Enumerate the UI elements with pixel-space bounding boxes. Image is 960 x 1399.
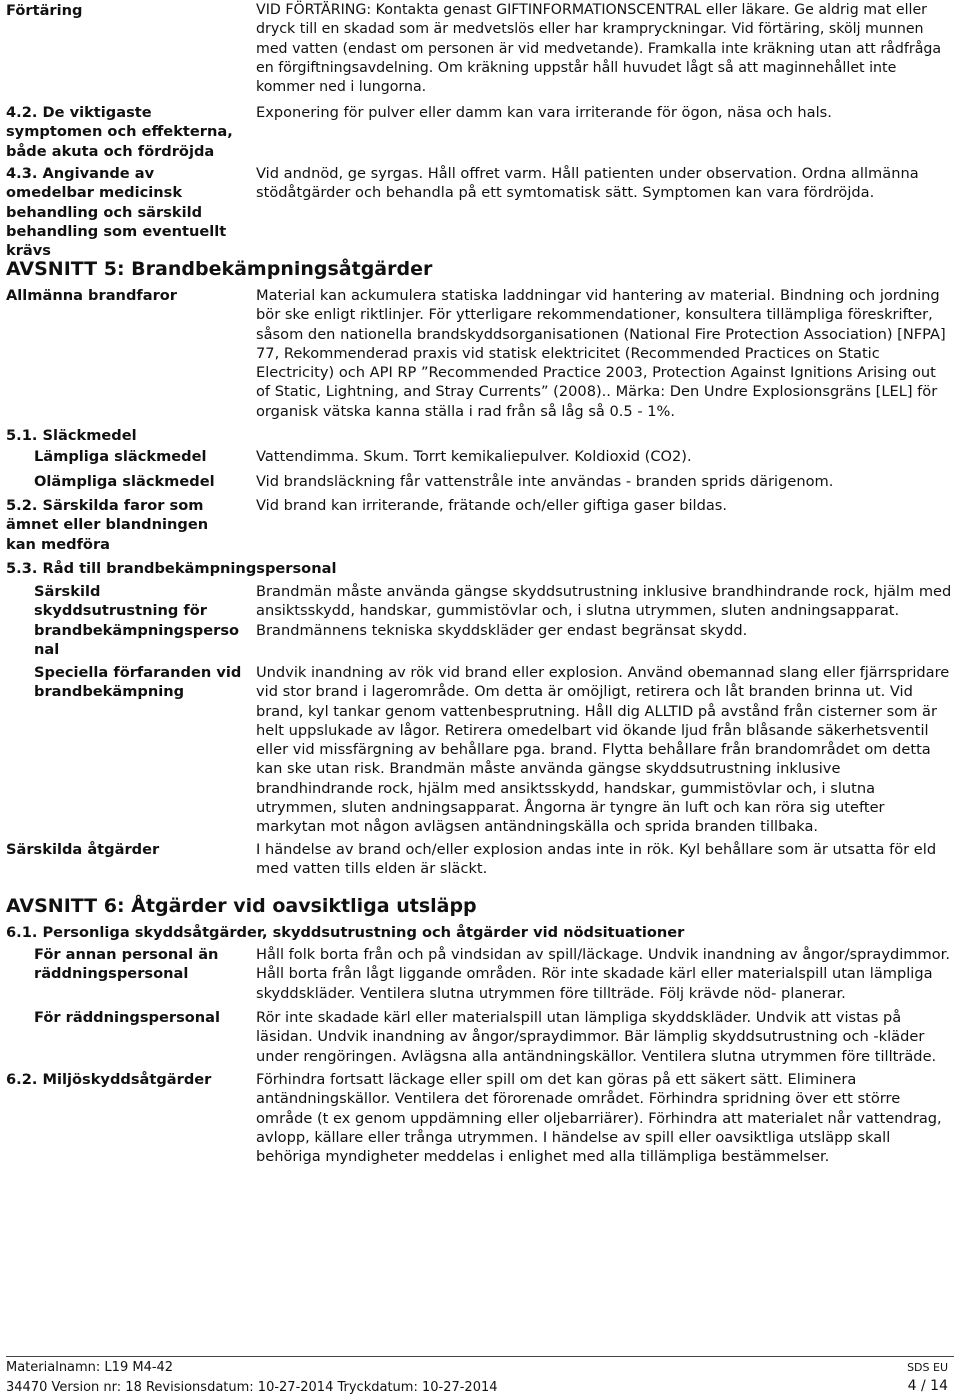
- unsuitable-media-text: Vid brandsläckning får vattenstråle inte användas - branden sprids därigenom.: [256, 473, 834, 490]
- section-5-heading: AVSNITT 5: Brandbekämpningsåtgärder: [6, 258, 433, 280]
- footer-page-number: 4 / 14: [907, 1378, 948, 1394]
- firefighter-ppe-text: Brandmän måste använda gängse skyddsutrustning inklusive brandhindrande rock, hjälm med ansiktsskydd, handskar, gummistövlar och, i slutna utrymmen, sluten andningsapparat. Brandmännens tekniska skyddskläder ger endast begränsat skydd.: [256, 583, 952, 639]
- non-emergency-personnel-text: Håll folk borta från och på vindsidan av spill/läckage. Undvik inandning av ångor/spraydimmor. Håll borta från lågt liggande områden. Rör inte skadade kärl eller materialspill utan lämpliga skyddskläder. Ventilera slutna utrymmen före tillträde. Följ krävde nöd- planerar.: [256, 946, 950, 1002]
- firefighter-ppe-label: Särskild skyddsutrustning för brandbekämpningsperso nal: [34, 583, 240, 658]
- section-5-2-text: Vid brand kan irriterande, frätande och/eller giftiga gaser bildas.: [256, 497, 728, 514]
- section-4-3-label: 4.3. Angivande av omedelbar medicinsk behandling och särskild behandling som eventuellt krävs: [6, 165, 227, 260]
- suitable-media-text: Vattendimma. Skum. Torrt kemikaliepulver. Koldioxid (CO2).: [256, 448, 692, 465]
- special-measures-label: Särskilda åtgärder: [6, 841, 160, 858]
- footer-sds-label: SDS EU: [907, 1361, 948, 1374]
- section-4-3-text: Vid andnöd, ge syrgas. Håll offret varm. Håll patienten under observation. Ordna allmänna stödåtgärder och behandla på ett symtomatisk sätt. Symptomen kan vara fördröjda.: [256, 165, 919, 202]
- unsuitable-media-label: Olämpliga släckmedel: [34, 473, 215, 490]
- footer-revision-line: 34470 Version nr: 18 Revisionsdatum: 10-27-2014 Tryckdatum: 10-27-2014: [6, 1380, 498, 1395]
- non-emergency-personnel-label: För annan personal än räddningspersonal: [34, 946, 219, 983]
- special-measures-text: I händelse av brand och/eller explosion andas inte in rök. Kyl behållare som är utsatta för eld med vatten tills elden är släckt.: [256, 841, 937, 878]
- emergency-responders-text: Rör inte skadade kärl eller materialspill utan lämpliga skyddskläder. Undvik att vistas på läsidan. Undvik inandning av ångor/spraydimmor. Bär lämplig skyddsutrustning och -kläder under rengöringen. Avlägsna alla antändningskällor. Ventilera slutna utrymmen före tillträde.: [256, 1009, 937, 1065]
- firefighting-procedures-text: Undvik inandning av rök vid brand eller explosion. Använd obemannad slang eller fjärrspridare vid stor brand i lagerområde. Om detta är omöjligt, retirera och låt branden brinna ut. Vid brand, kyl tankar genom vattenbesprutning. Håll dig ALLTID på avstånd från cisterner som är helt uppslukade av lågor. Retirera omedelbart vid ökande ljud från blåsande säkerhetsventil eller vid missfärgning av behållare pga. brand. Flytta behållare från brandområdet om detta kan ske utan risk. Brandmän måste använda gängse skyddsutrustning inklusive brandhindrande rock, hjälm med ansiktsskydd, handskar, gummistövlar och, i slutna utrymmen, sluten andningsapparat. Ångorna är tyngre än luft och kan röra sig utefter markytan mot någon avlägsen antändningskälla och sprida branden tillbaka.: [256, 664, 950, 836]
- ingestion-text: VID FÖRTÄRING: Kontakta genast GIFTINFORMATIONSCENTRAL eller läkare. Ge aldrig mat eller dryck till en skadad som är medvetslös eller har krampryckningar. Vid förtäring, skölj munnen med vatten (endast om personen är vid medvetande). Framkalla inte kräkning utan att rådfråga en förgiftningsavdelning. Om kräkning uppstår håll huvudet lågt så att maginnehållet inte kommer ned i lungorna.: [256, 2, 942, 96]
- section-5-3-label: 5.3. Råd till brandbekämpningspersonal: [6, 560, 337, 577]
- section-4-2-text: Exponering för pulver eller damm kan vara irriterande för ögon, näsa och hals.: [256, 104, 832, 121]
- emergency-responders-label: För räddningspersonal: [34, 1009, 221, 1026]
- section-5-2-label: 5.2. Särskilda faror som ämnet eller blandningen kan medföra: [6, 497, 209, 553]
- section-6-2-text: Förhindra fortsatt läckage eller spill om det kan göras på ett säkert sätt. Eliminera antändningskällor. Ventilera det förorenade området. Förhindra spridning över ett större område (t ex genom uppdämning eller oljebarriärer). Förhindra att materialet når vattendrag, avlopp, källare eller trånga utrymmen. I händelse av spill eller oavsiktliga utsläpp skall behöriga myndigheter meddelas i enlighet med alla tillämpliga bestämmelser.: [256, 1071, 942, 1166]
- suitable-media-label: Lämpliga släckmedel: [34, 448, 207, 465]
- section-4-2-label: 4.2. De viktigaste symptomen och effekterna, både akuta och fördröjda: [6, 104, 233, 160]
- section-6-2-label: 6.2. Miljöskyddsåtgärder: [6, 1071, 212, 1088]
- section-5-1-label: 5.1. Släckmedel: [6, 427, 137, 444]
- firefighting-procedures-label: Speciella förfaranden vid brandbekämpning: [34, 664, 242, 701]
- footer-material-name: Materialnamn: L19 M4-42: [6, 1360, 174, 1375]
- ingestion-label: Förtäring: [6, 2, 83, 19]
- general-fire-hazards-text: Material kan ackumulera statiska laddningar vid hantering av material. Bindning och jordning bör ske enligt riktlinjer. För ytterligare rekommendationer, konsultera tillämpliga föreskrifter, såsom den nationella brandskyddsorganisationen (National Fire Protection Association) [NFPA] 77, Rekommenderad praxis vid statisk elektricitet (Recommended Practices on Static Electricity) och API RP ”Recommended Practice 2003, Protection Against Ignitions Arising out of Static, Lightning, and Stray Currents” (2008).. Märka: Den Undre Explosionsgräns [LEL] för organisk vätska kanna ställa i rad från så låg så 0.5 - 1%.: [256, 287, 946, 420]
- section-6-1-label: 6.1. Personliga skyddsåtgärder, skyddsutrustning och åtgärder vid nödsituationer: [6, 924, 685, 941]
- general-fire-hazards-label: Allmänna brandfaror: [6, 287, 178, 304]
- footer-divider: [6, 1356, 954, 1357]
- section-6-heading: AVSNITT 6: Åtgärder vid oavsiktliga utsläpp: [6, 895, 477, 917]
